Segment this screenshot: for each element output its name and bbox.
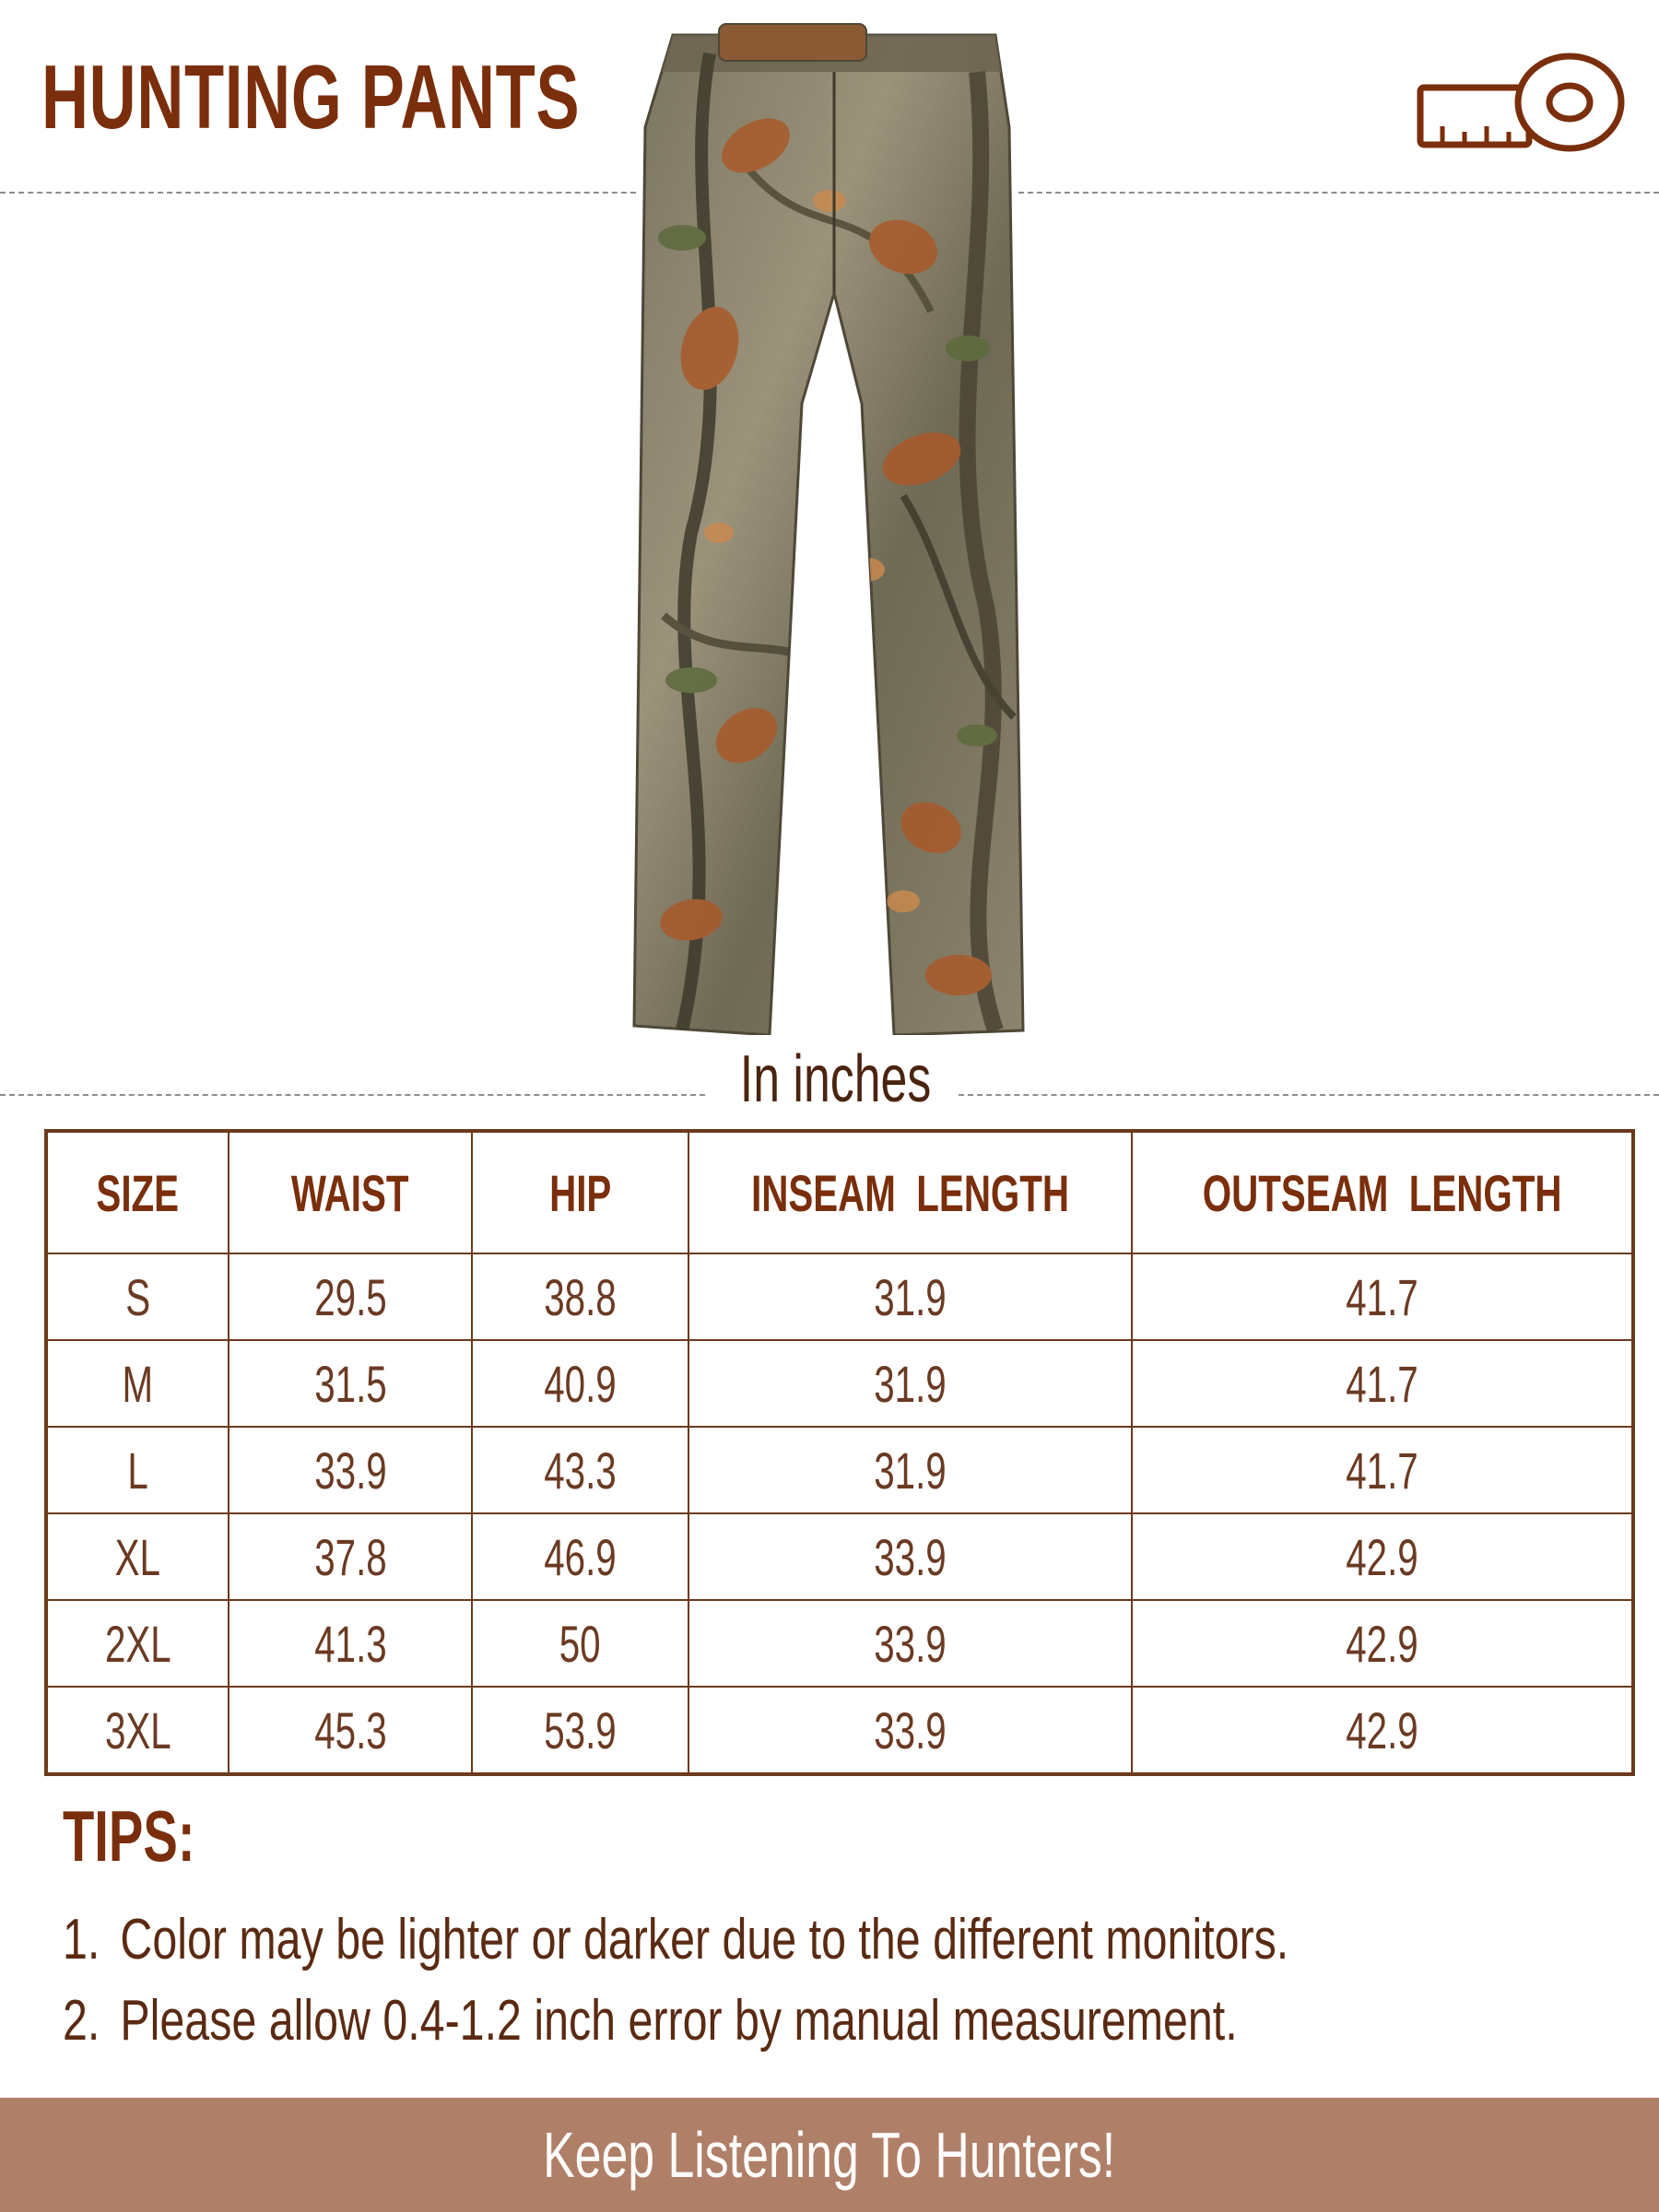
cell-size: XL [46,1513,229,1600]
table-header-row [46,1131,1633,1253]
footer-slogan: Keep Listening To Hunters! [543,2119,1116,2191]
tip-item [63,1906,1288,1974]
table-row [46,1513,1633,1600]
tip-item [63,1987,1238,2055]
cell-hip: 40.9 [472,1340,688,1427]
size-chart-table [44,1129,1635,1776]
header-waist: WAIST [229,1131,472,1253]
cell-outseam: 41.7 [1132,1340,1633,1427]
cell-outseam: 41.7 [1132,1253,1633,1340]
cell-inseam: 31.9 [688,1427,1132,1513]
cell-outseam: 42.9 [1132,1600,1633,1687]
cell-size: 3XL [46,1687,229,1774]
cell-outseam: 41.7 [1132,1427,1633,1513]
cell-size: 2XL [46,1600,229,1687]
top-divider-right [1018,192,1659,194]
cell-waist: 45.3 [229,1687,472,1774]
tip-number: 1. [63,1908,100,1971]
table-row [46,1253,1633,1340]
cell-outseam: 42.9 [1132,1513,1633,1600]
tip-text: Color may be lighter or darker due to the different monitors. [120,1908,1289,1971]
cell-inseam: 33.9 [688,1687,1132,1774]
tape-measure-icon [1415,51,1627,154]
table-row [46,1600,1633,1687]
cell-hip: 38.8 [472,1253,688,1340]
tip-number: 2. [63,1989,100,2053]
table-row [46,1687,1633,1774]
cell-outseam: 42.9 [1132,1687,1633,1774]
cell-inseam: 31.9 [688,1340,1132,1427]
cell-size: L [46,1427,229,1513]
header-size: SIZE [46,1131,229,1253]
cell-waist: 29.5 [229,1253,472,1340]
cell-waist: 37.8 [229,1513,472,1600]
mid-divider-right [959,1094,1659,1096]
cell-hip: 53.9 [472,1687,688,1774]
hunting-pants-image [627,17,1032,1035]
tip-text: Please allow 0.4-1.2 inch error by manual measurement. [120,1989,1238,2053]
cell-inseam: 33.9 [688,1600,1132,1687]
cell-waist: 31.5 [229,1340,472,1427]
tips-title: TIPS: [63,1795,195,1877]
top-divider-left [0,192,636,194]
cell-size: M [46,1340,229,1427]
table-row [46,1427,1633,1513]
table-row [46,1340,1633,1427]
header-inseam-length: INSEAM LENGTH [688,1131,1132,1253]
header-outseam-length: OUTSEAM LENGTH [1132,1131,1633,1253]
cell-hip: 50 [472,1600,688,1687]
cell-inseam: 31.9 [688,1253,1132,1340]
cell-size: S [46,1253,229,1340]
cell-hip: 46.9 [472,1513,688,1600]
cell-waist: 33.9 [229,1427,472,1513]
cell-hip: 43.3 [472,1427,688,1513]
mid-divider-left [0,1094,705,1096]
unit-label: In inches [739,1042,932,1116]
cell-waist: 41.3 [229,1600,472,1687]
cell-inseam: 33.9 [688,1513,1132,1600]
header-hip: HIP [472,1131,688,1253]
page-title: HUNTING PANTS [41,46,581,147]
footer-banner [0,2098,1659,2212]
